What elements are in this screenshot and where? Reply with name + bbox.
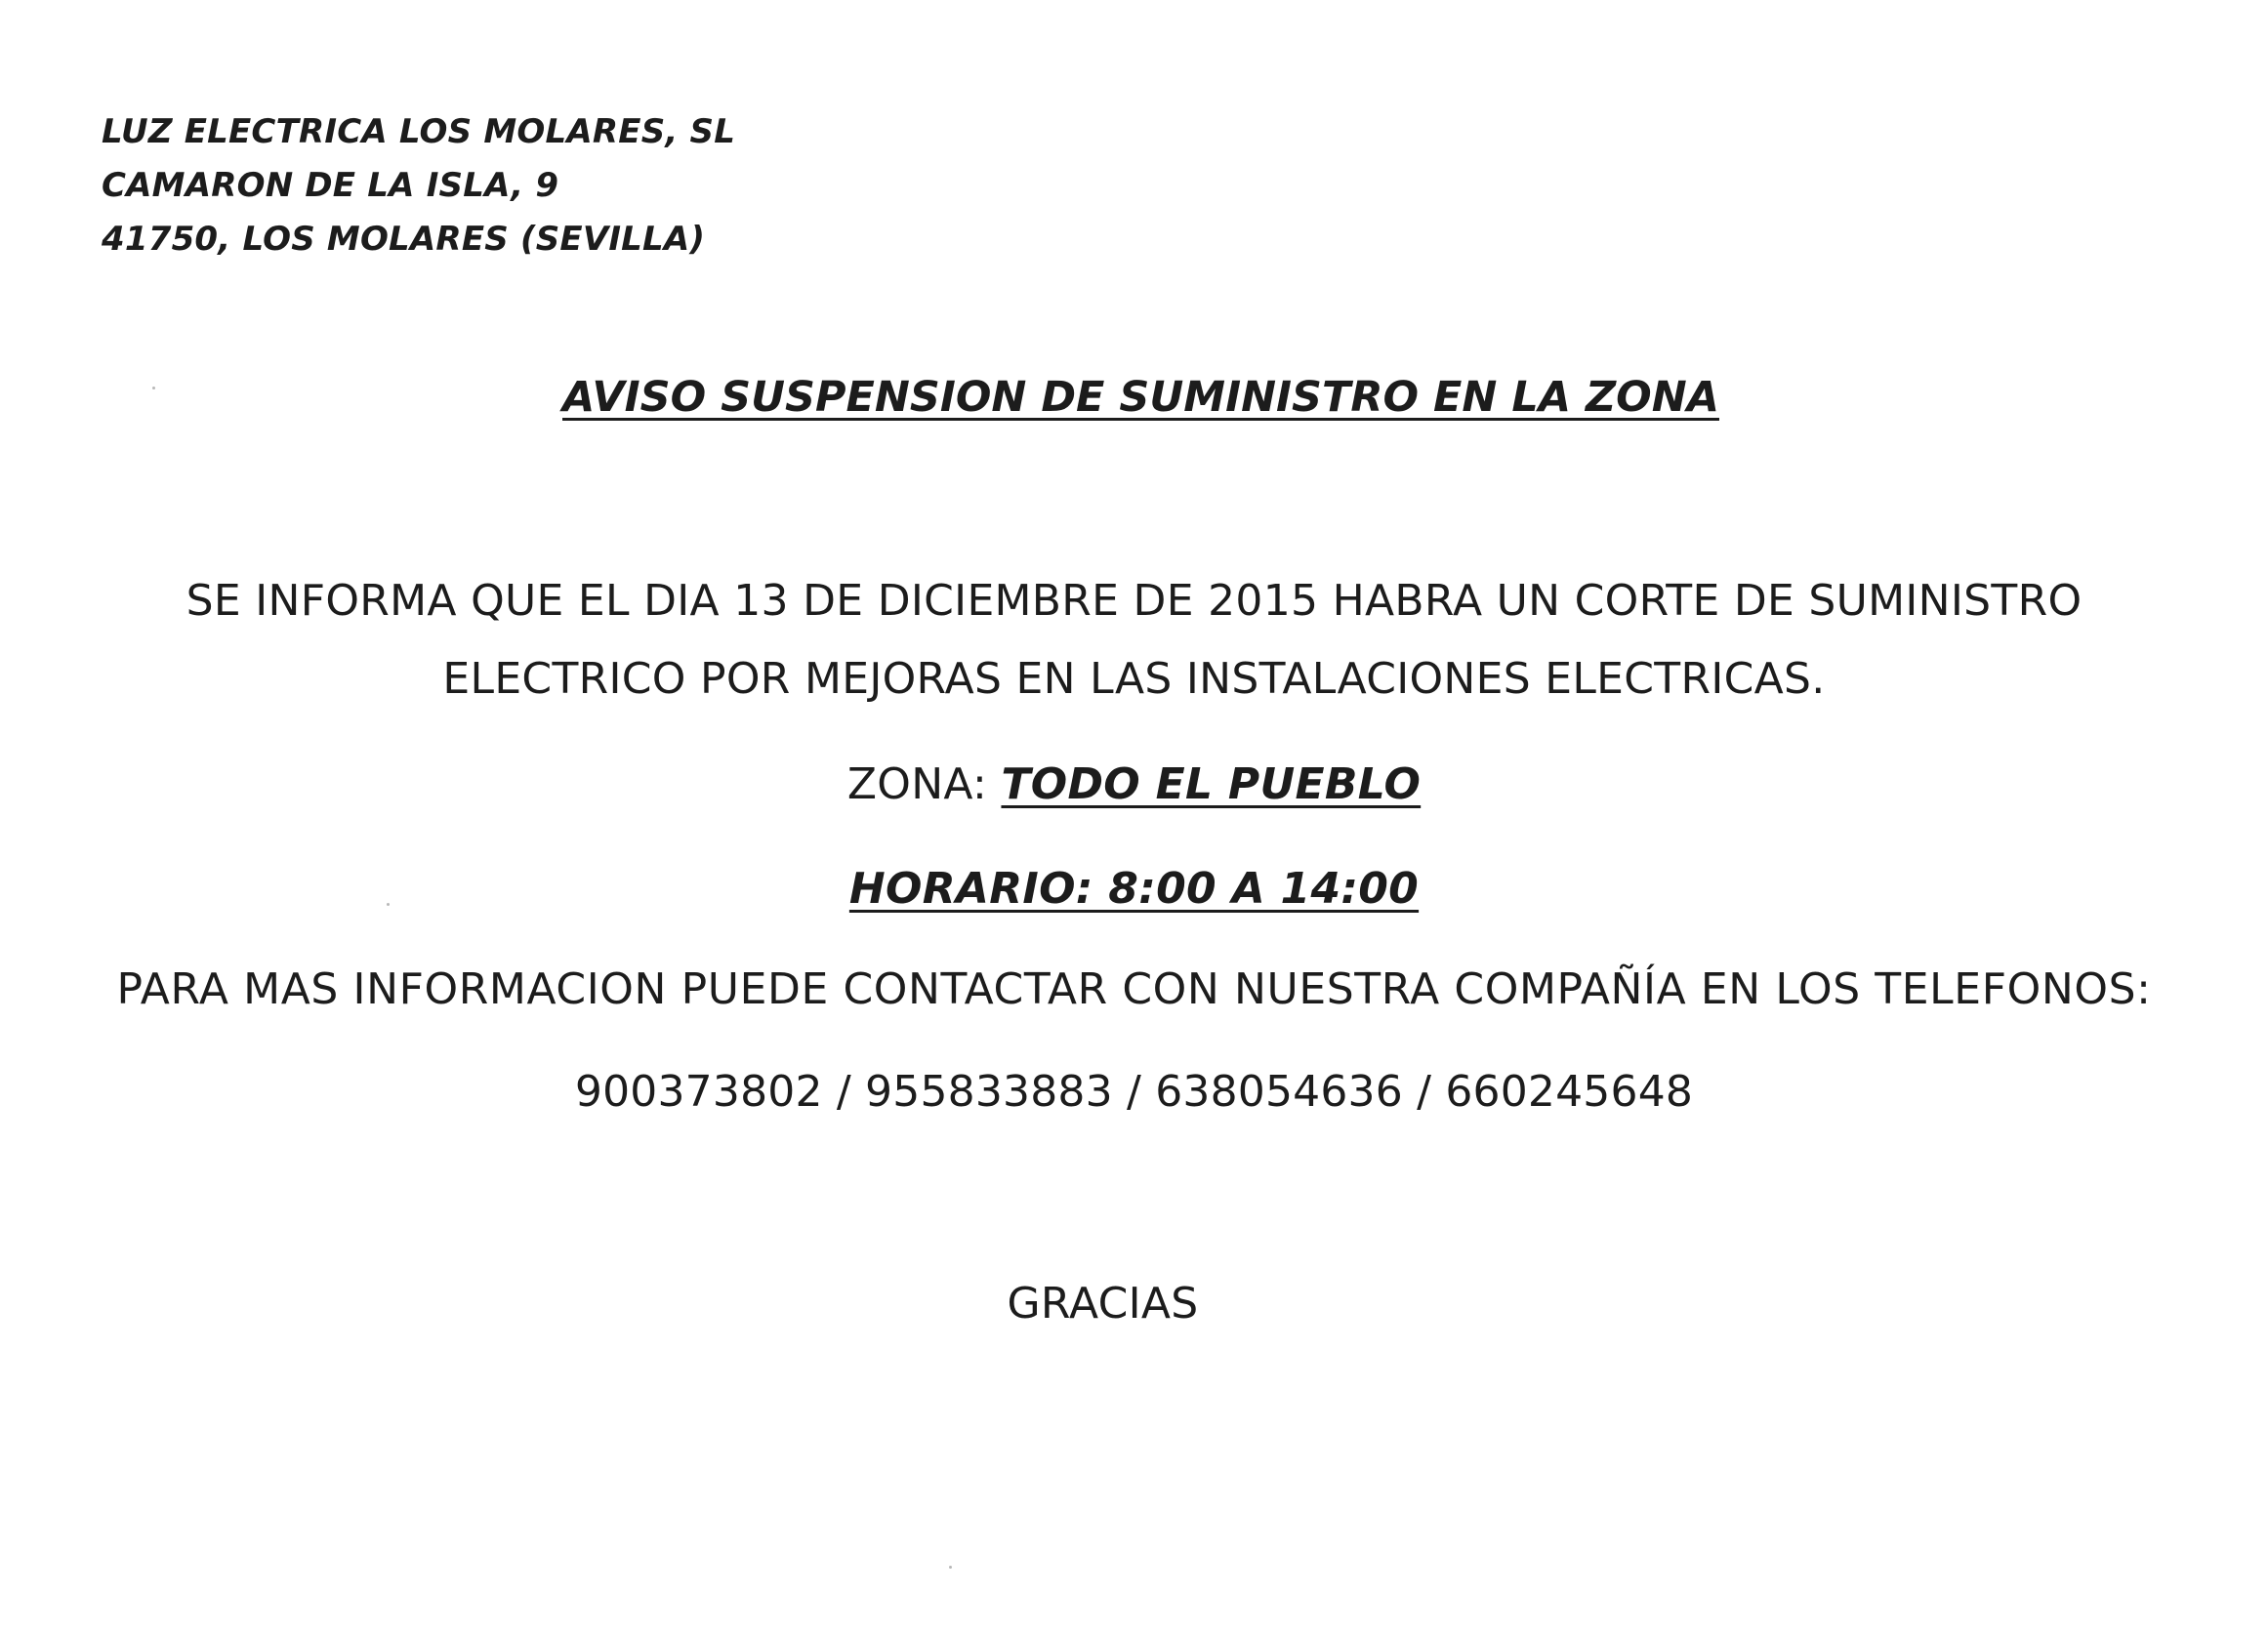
notice-title-row bbox=[0, 373, 2268, 422]
scan-speck bbox=[152, 387, 155, 389]
zone-line bbox=[0, 759, 2268, 809]
scan-speck bbox=[387, 903, 390, 906]
closing-text: GRACIAS bbox=[1007, 1279, 1199, 1329]
notice-body-line-2: ELECTRICO POR MEJORAS EN LAS INSTALACIONES ELECTRICAS. bbox=[442, 654, 1826, 704]
sender-company: LUZ ELECTRICA LOS MOLARES, SL bbox=[102, 112, 736, 151]
contact-text: PARA MAS INFORMACION PUEDE CONTACTAR CON NUESTRA COMPAÑÍA EN LOS TELEFONOS: bbox=[116, 964, 2152, 1014]
zone-label: ZONA: bbox=[846, 759, 1002, 809]
notice-body-line-1: SE INFORMA QUE EL DIA 13 DE DICIEMBRE DE 2015 HABRA UN CORTE DE SUMINISTRO bbox=[186, 576, 2082, 626]
sender-city: 41750, LOS MOLARES (SEVILLA) bbox=[102, 220, 706, 259]
zone-value: TODO EL PUEBLO bbox=[1001, 759, 1422, 809]
sender-address-block bbox=[102, 105, 735, 266]
scan-speck bbox=[949, 1566, 952, 1569]
schedule-value: HORARIO: 8:00 A 14:00 bbox=[848, 864, 1420, 914]
phone-numbers: 900373802 / 955833883 / 638054636 / 660245648 bbox=[574, 1067, 1694, 1117]
notice-title: AVISO SUSPENSION DE SUMINISTRO EN LA ZONA bbox=[562, 373, 1719, 422]
schedule-line bbox=[0, 864, 2268, 914]
sender-street: CAMARON DE LA ISLA, 9 bbox=[102, 166, 559, 205]
